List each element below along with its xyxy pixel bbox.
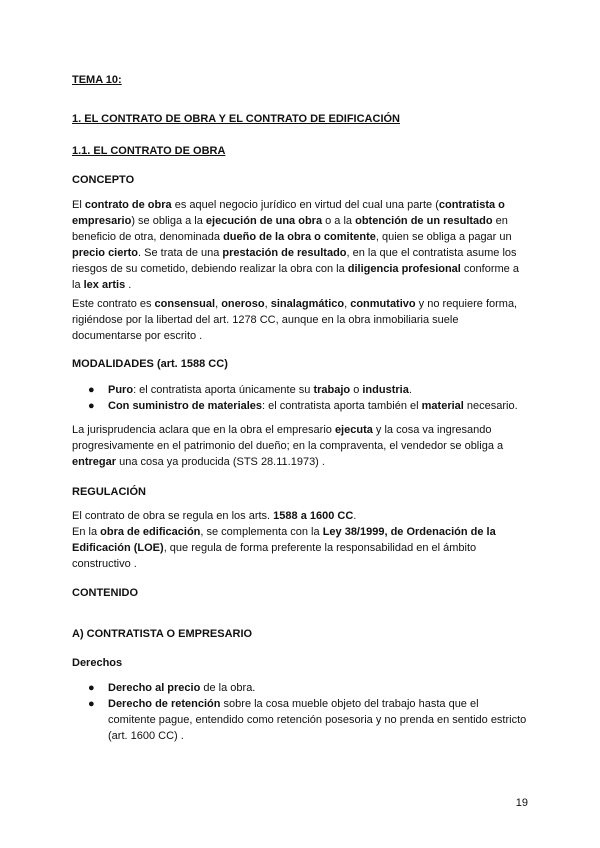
- concepto-paragraph: El contrato de obra es aquel negocio jurídico en virtud del cual una parte (contratista o empresario) se obliga a la ejecución de una obra o a la obtención de un resultado en beneficio de otra, denominada dueño de la obra o comitente, quien se obliga a pagar un precio cierto. Se trata de una prestación de resultado, en la que el contratista asume los riesgos de su cometido, debiendo realizar la obra con la diligencia profesional conforme a la lex artis .: [72, 199, 519, 291]
- contratista-heading: A) CONTRATISTA O EMPRESARIO: [72, 628, 253, 640]
- page-number: 19: [515, 797, 528, 809]
- bullet-icon: ●: [88, 698, 95, 710]
- list-item: ● Con suministro de materiales: el contratista aporta también el material necesario.: [88, 400, 518, 412]
- section-heading: 1. EL CONTRATO DE OBRA Y EL CONTRATO DE EDIFICACIÓN: [72, 113, 400, 125]
- regulacion-paragraph: El contrato de obra se regula en los arts. 1588 a 1600 CC. En la obra de edificación, se complementa con la Ley 38/1999, de Ordenación de la Edificación (LOE), que regula de forma preferente la responsabilidad en el ámbito constructivo .: [72, 510, 496, 570]
- list-item: ● Puro: el contratista aporta únicamente su trabajo o industria.: [88, 384, 412, 396]
- regulacion-heading: REGULACIÓN: [72, 486, 146, 498]
- tema-heading: TEMA 10:: [72, 74, 122, 86]
- derechos-heading: Derechos: [72, 657, 123, 669]
- contenido-heading: CONTENIDO: [72, 587, 138, 599]
- bullet-icon: ●: [88, 682, 95, 694]
- list-item: ● Derecho de retención sobre la cosa mueble objeto del trabajo hasta que el comitente pague, entendido como retención posesoria y no prenda en sentido estricto (art. 1600 CC) .: [88, 698, 527, 742]
- list-item: ● Derecho al precio de la obra.: [88, 682, 256, 694]
- derechos-list: [72, 680, 528, 744]
- modalidades-list: [72, 382, 528, 414]
- subsection-heading: 1.1. EL CONTRATO DE OBRA: [72, 145, 226, 157]
- concepto-heading: CONCEPTO: [72, 174, 135, 186]
- modalidades-heading: MODALIDADES (art. 1588 CC): [72, 358, 228, 370]
- caracteres-paragraph: Este contrato es consensual, oneroso, sinalagmático, conmutativo y no requiere forma, rigiéndose por la libertad del art. 1278 CC, aunque en la obra inmobiliaria suele documentarse por escrito .: [72, 298, 518, 342]
- bullet-icon: ●: [88, 384, 95, 396]
- jurisprudencia-paragraph: La jurisprudencia aclara que en la obra el empresario ejecuta y la cosa va ingresando progresivamente en el patrimonio del dueño; en la compraventa, el vendedor se obliga a entregar una cosa ya producida (STS 28.11.1973) .: [72, 424, 504, 468]
- bullet-icon: ●: [88, 400, 95, 412]
